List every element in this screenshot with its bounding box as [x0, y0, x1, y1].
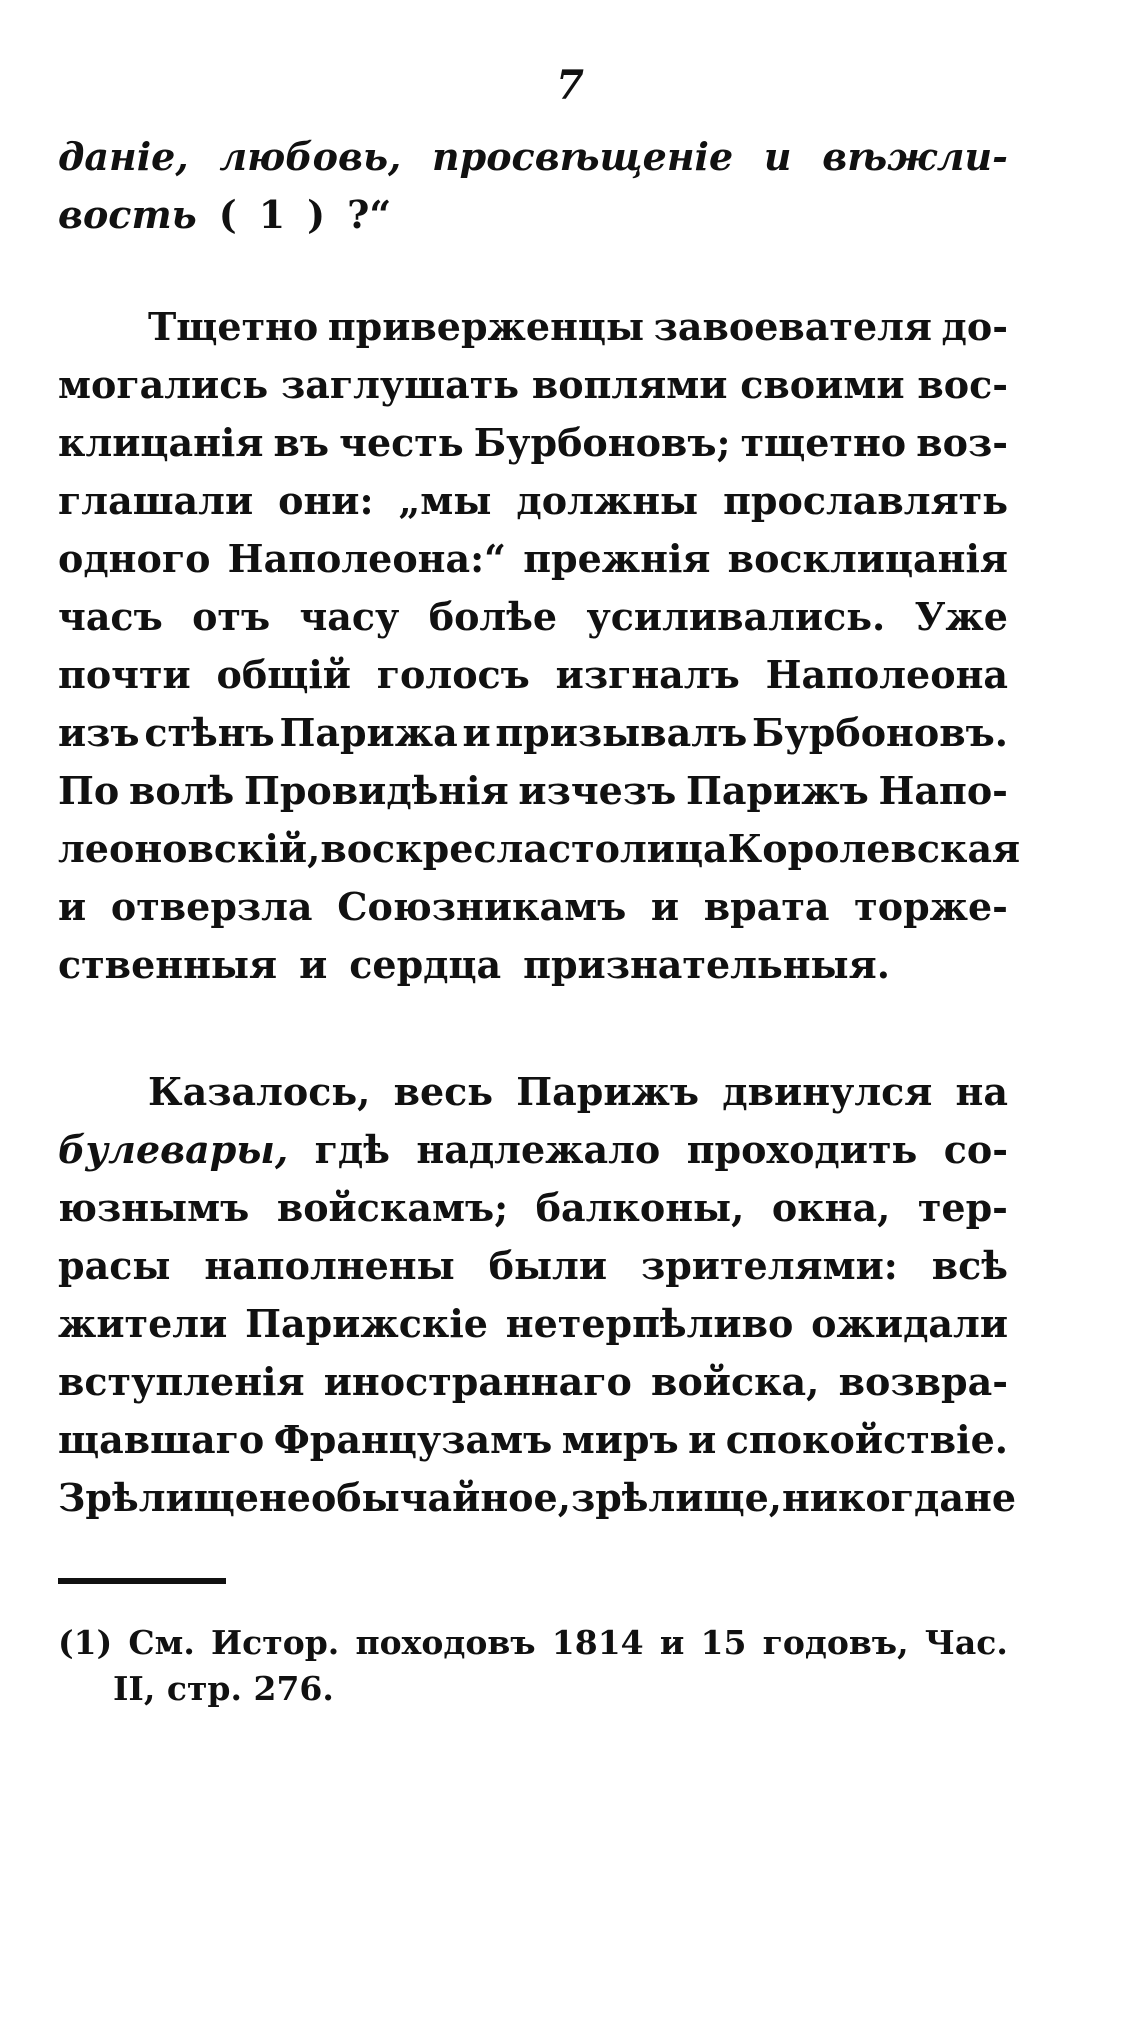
paragraph-2 — [58, 1063, 1017, 1527]
word: Наполеона:“ — [227, 536, 506, 581]
page-number: 7 — [556, 62, 584, 109]
text-line — [58, 1469, 1017, 1527]
word: данiе, — [58, 134, 189, 179]
text-line — [58, 878, 1008, 936]
word: честь — [339, 420, 464, 465]
word: Уже — [914, 594, 1008, 639]
word: 276. — [253, 1669, 334, 1708]
word: восклицанiя — [727, 536, 1008, 581]
word: и — [58, 884, 87, 929]
word: Казалось, — [148, 1069, 371, 1114]
word: войска, — [651, 1359, 820, 1404]
word: отверзла — [110, 884, 313, 929]
word: своими — [740, 362, 905, 407]
word: и — [299, 942, 328, 987]
text-line — [58, 1353, 1008, 1411]
word: должны — [516, 478, 699, 523]
word: вступленiя — [58, 1359, 305, 1404]
text-line — [58, 1411, 1008, 1469]
word: они: — [278, 478, 374, 523]
word: См. — [128, 1623, 195, 1662]
word: тер- — [917, 1185, 1008, 1230]
word: стѣнъ — [144, 710, 275, 755]
word: Наполеона — [765, 652, 1008, 697]
word: ) — [307, 192, 326, 237]
word: сердца — [349, 942, 502, 987]
word: По — [58, 768, 120, 813]
footnote — [58, 1620, 1008, 1712]
text-line — [58, 762, 1008, 820]
word: клицанiя — [58, 420, 264, 465]
word: усиливались. — [586, 594, 886, 639]
word: изгналъ — [555, 652, 740, 697]
word: на — [955, 1069, 1008, 1114]
word: гдѣ — [314, 1127, 390, 1172]
word: Напо- — [878, 768, 1008, 813]
word: Бурбоновъ. — [751, 710, 1008, 755]
text-line — [58, 186, 1008, 244]
word: почти — [58, 652, 191, 697]
word: 1814 — [551, 1623, 644, 1662]
word: любовь, — [219, 134, 402, 179]
word: прославлять — [723, 478, 1008, 523]
word: расы — [58, 1243, 171, 1288]
word: Зрѣлище — [58, 1475, 259, 1520]
word: заглушать — [280, 362, 520, 407]
word: болѣе — [428, 594, 558, 639]
word: врата — [703, 884, 830, 929]
word: возвра- — [838, 1359, 1008, 1404]
word: Час. — [924, 1623, 1008, 1662]
word: одного — [58, 536, 211, 581]
word: иностраннаго — [323, 1359, 632, 1404]
word: никогда — [781, 1475, 965, 1520]
word: и — [688, 1417, 717, 1462]
word: Французамъ — [273, 1417, 553, 1462]
word: голосъ — [376, 652, 530, 697]
word: II, — [113, 1669, 156, 1708]
word: весь — [393, 1069, 494, 1114]
word: часъ — [58, 594, 163, 639]
word: не — [964, 1475, 1017, 1520]
word: проходить — [686, 1127, 918, 1172]
word: воскресла — [320, 826, 548, 871]
word: двинулся — [722, 1069, 933, 1114]
word: Тщетно — [148, 304, 319, 349]
word: ( — [218, 192, 237, 237]
text-line — [58, 530, 1008, 588]
word: изчезъ — [518, 768, 677, 813]
word: балконы, — [535, 1185, 745, 1230]
word: войскамъ; — [276, 1185, 509, 1230]
word: отъ — [192, 594, 271, 639]
word: Парижъ — [685, 768, 869, 813]
text-line — [58, 298, 1008, 356]
word: наполнены — [204, 1243, 455, 1288]
text-line — [58, 646, 1008, 704]
text-line — [58, 128, 1008, 186]
word: волѣ — [128, 768, 235, 813]
word: часу — [299, 594, 400, 639]
word: вос- — [917, 362, 1008, 407]
word: вость — [58, 192, 197, 237]
text-line — [58, 704, 1008, 762]
word: Парижа — [279, 710, 458, 755]
text-line — [58, 1179, 1008, 1237]
word: прежнiя — [523, 536, 711, 581]
word: признательныя. — [523, 942, 890, 987]
word: воплями — [531, 362, 728, 407]
text-line — [58, 414, 1008, 472]
word: призывалъ — [495, 710, 748, 755]
text-line — [58, 588, 1008, 646]
text-line — [58, 1295, 1008, 1353]
word: (1) — [58, 1623, 113, 1662]
top-text-block — [58, 128, 1008, 244]
word: щавшаго — [58, 1417, 265, 1462]
word: 1 — [258, 192, 286, 237]
word: необычайное, — [258, 1475, 571, 1520]
word: булевары, — [58, 1127, 289, 1172]
word: и — [462, 710, 491, 755]
word: и — [650, 884, 680, 929]
text-line — [58, 1237, 1008, 1295]
word: со- — [943, 1127, 1008, 1172]
word: Провидѣнiя — [243, 768, 509, 813]
footnote-line — [58, 1666, 1008, 1712]
text-line — [58, 820, 1021, 878]
word: Союзникамъ — [337, 884, 627, 929]
word: окна, — [771, 1185, 891, 1230]
word: Королевская — [727, 826, 1021, 871]
word: зрѣлище, — [570, 1475, 782, 1520]
footnote-line — [58, 1620, 1008, 1666]
word: юзнымъ — [58, 1185, 250, 1230]
word: спокойствiе. — [725, 1417, 1008, 1462]
word: Парижъ — [516, 1069, 700, 1114]
word: жители — [58, 1301, 228, 1346]
paragraph-1 — [58, 298, 1021, 994]
text-line — [58, 356, 1008, 414]
word: миръ — [561, 1417, 679, 1462]
word: всѣ — [931, 1243, 1008, 1288]
word: Парижскiе — [245, 1301, 488, 1346]
word: 15 — [700, 1623, 747, 1662]
word: воз- — [916, 420, 1008, 465]
word: надлежало — [416, 1127, 661, 1172]
word: просвѣщенiе — [432, 134, 734, 179]
word: ственныя — [58, 942, 278, 987]
footnote-divider — [58, 1578, 226, 1584]
text-line — [58, 936, 1008, 994]
word: Истор. — [211, 1623, 340, 1662]
word: вѣжли- — [822, 134, 1008, 179]
text-line — [58, 1121, 1008, 1179]
word: стр. — [166, 1669, 242, 1708]
word: зрителями: — [640, 1243, 898, 1288]
word: глашали — [58, 478, 254, 523]
word: приверженцы — [327, 304, 645, 349]
word: были — [488, 1243, 608, 1288]
word: до- — [941, 304, 1008, 349]
word: и — [763, 134, 792, 179]
word: походовъ — [355, 1623, 536, 1662]
word: изъ — [58, 710, 140, 755]
word: Бурбоновъ; — [473, 420, 731, 465]
word: въ — [273, 420, 330, 465]
word: тщетно — [740, 420, 907, 465]
word: торже- — [854, 884, 1008, 929]
word: ?“ — [347, 192, 392, 237]
word: столица — [547, 826, 728, 871]
word: общiй — [216, 652, 351, 697]
word: нетерпѣливо — [505, 1301, 794, 1346]
text-line — [58, 472, 1008, 530]
word: завоевателя — [653, 304, 933, 349]
word: могались — [58, 362, 269, 407]
text-line — [58, 1063, 1008, 1121]
word: ожидали — [811, 1301, 1008, 1346]
word: „мы — [398, 478, 492, 523]
word: леоновскiй, — [58, 826, 321, 871]
word: годовъ, — [762, 1623, 909, 1662]
word: и — [659, 1623, 685, 1662]
